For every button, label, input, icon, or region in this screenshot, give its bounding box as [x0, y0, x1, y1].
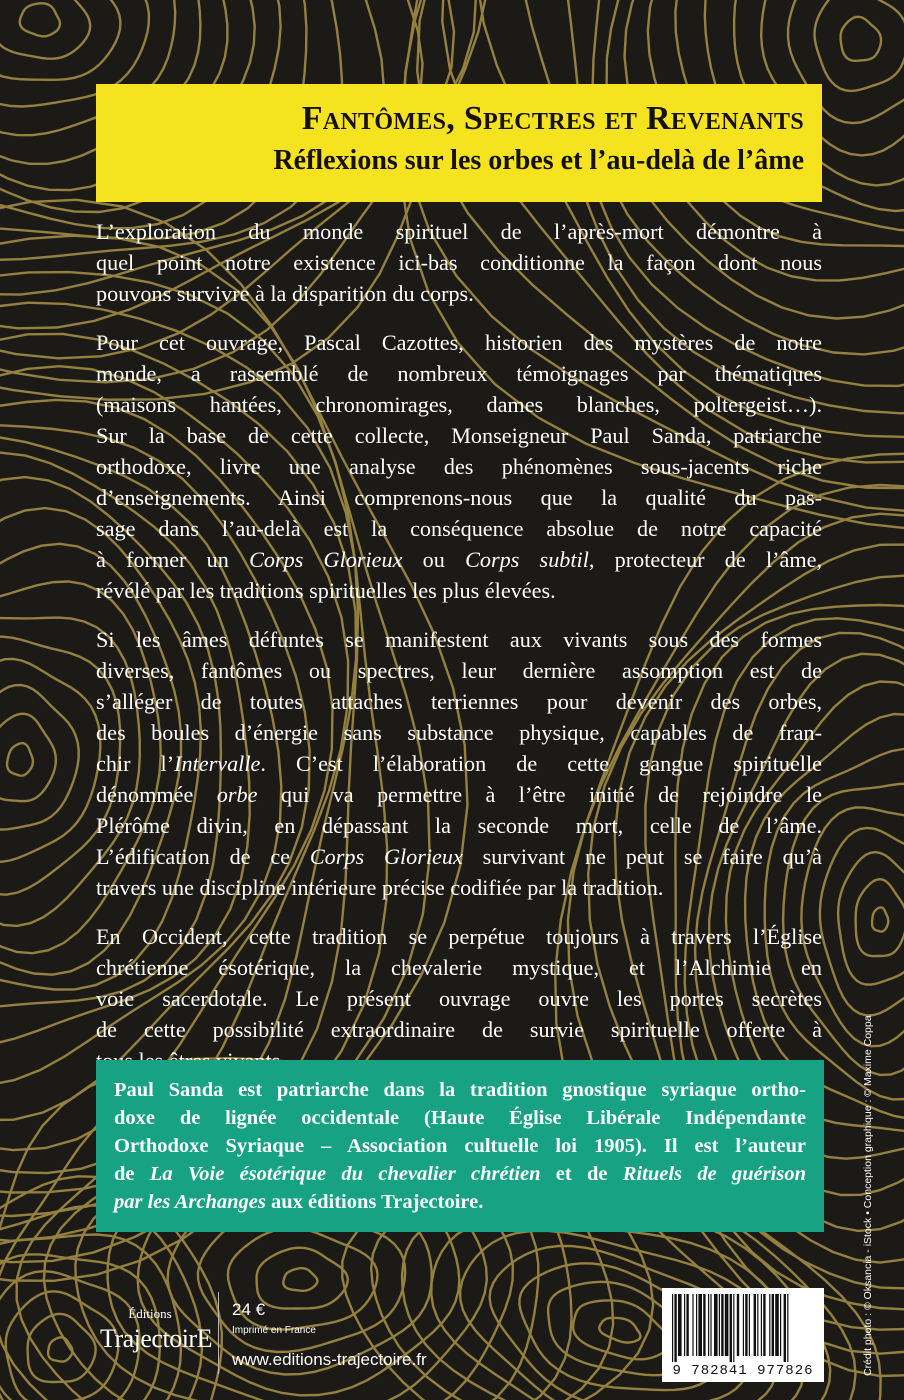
ring	[257, 1248, 348, 1309]
text-run: quel point notre existence ici-bas conditionne la façon dont nous	[96, 250, 822, 275]
text-line	[96, 872, 822, 903]
text-line	[96, 983, 822, 1014]
isbn-digits: 9 782841 977826	[672, 1363, 814, 1379]
text-run: En Occident, cette tradition se perpétue toujours à travers l’Église	[96, 924, 822, 949]
text-line	[96, 216, 822, 247]
text-run: doxe de lignée occidentale (Haute Église Libérale Indépendante	[114, 1107, 806, 1129]
barcode-bar	[708, 1294, 709, 1356]
italic-text: La Voie ésotérique du chevalier chrétien	[149, 1163, 541, 1185]
text-run: Plérôme divin, en dépassant la seconde mort, celle de l’âme.	[96, 813, 822, 838]
barcode-bar	[725, 1294, 729, 1356]
price: 24 €	[232, 1300, 266, 1319]
ring	[283, 1268, 317, 1291]
text-line	[114, 1188, 806, 1216]
text-run: chrétienne ésotérique, la chevalerie mystique, et l’Alchimie en	[96, 955, 822, 980]
ring	[0, 0, 120, 80]
text-line	[96, 358, 822, 389]
text-run: travers une discipline intérieure précise codifiée par la tradition.	[96, 875, 664, 900]
text-run: aux éditions Trajectoire.	[265, 1191, 484, 1213]
text-run: et de	[540, 1163, 623, 1185]
text-line	[114, 1132, 806, 1160]
barcode-bar	[733, 1294, 734, 1362]
barcode-bar	[698, 1294, 702, 1356]
text-run: à former un	[96, 547, 250, 572]
ring	[841, 17, 881, 61]
barcode-bar	[772, 1294, 774, 1356]
barcode-bar	[696, 1294, 697, 1356]
blurb-text	[96, 216, 822, 1094]
barcode-bar	[761, 1294, 762, 1356]
italic-text: Corps Glorieux	[309, 844, 463, 869]
text-run: Orthodoxe Syriaque – Association cultuelle loi 1905). Il est l’auteur	[114, 1135, 806, 1157]
barcode-bar	[684, 1294, 685, 1356]
barcode-bar	[674, 1294, 676, 1362]
barcode-bar	[763, 1294, 765, 1356]
barcode-bar	[749, 1294, 750, 1356]
blurb-paragraph	[96, 327, 822, 606]
book-title: Fantômes, Spectres et Revenants	[301, 100, 804, 137]
ring	[20, 3, 60, 36]
photo-credit: Crédit photo : © Oksancia - iStock • Conception graphique : © Maxime Coppa	[862, 1015, 874, 1376]
text-line	[96, 544, 822, 575]
text-run: révélé par les traditions spirituelles les plus élevées.	[96, 578, 556, 603]
ring	[820, 828, 904, 1016]
text-run: dénommée	[96, 782, 217, 807]
title-band	[96, 84, 822, 202]
italic-text: Corps Glorieux	[249, 547, 403, 572]
text-run: Paul Sanda est patriarche dans la tradition gnostique syriaque ortho-	[114, 1079, 806, 1101]
ring	[0, 659, 100, 862]
text-run: orthodoxe, livre une analyse des phénomènes sous-jacents riche	[96, 454, 822, 479]
text-line	[96, 655, 822, 686]
text-line	[96, 278, 822, 309]
barcode-bar	[775, 1294, 779, 1356]
text-run: des boules d’énergie sans substance physique, capables de fran-	[96, 720, 822, 745]
text-run: monde, a rassemblé de nombreux témoignages par thématiques	[96, 361, 822, 386]
text-run: (maisons hantées, chronomirages, dames blanches, poltergeist…).	[96, 392, 822, 417]
italic-text: Corps subtil	[465, 547, 589, 572]
text-run: Sur la base de cette collecte, Monseigneur Paul Sanda, patriarche	[96, 423, 822, 448]
book-subtitle: Réflexions sur les orbes et l’au-delà de l’âme	[273, 145, 804, 176]
barcode-bar	[719, 1294, 720, 1356]
text-run: de	[114, 1163, 150, 1185]
ring	[7, 743, 33, 776]
publisher-logo	[100, 1300, 212, 1370]
text-run: qui va permettre à l’être initié de rejoindre le	[257, 782, 822, 807]
text-line	[96, 575, 822, 606]
barcode-bar	[692, 1294, 693, 1356]
text-run: Si les âmes défuntes se manifestent aux vivants sous des formes	[96, 627, 822, 652]
barcode-bar	[745, 1294, 747, 1356]
text-run: , protecteur de l’âme,	[588, 547, 823, 572]
text-line	[96, 810, 822, 841]
text-line	[96, 921, 822, 952]
text-line	[96, 247, 822, 278]
text-run: . C’est l’élaboration de cette gangue spirituelle	[260, 751, 822, 776]
text-run: s’alléger de toutes attaches terriennes pour devenir des orbes,	[96, 689, 822, 714]
barcode-bar	[686, 1294, 688, 1356]
barcode-bar	[780, 1294, 781, 1356]
ring	[0, 685, 79, 829]
author-bio	[96, 1060, 824, 1232]
text-run: Pour cet ouvrage, Pascal Cazottes, historien des mystères de notre	[96, 330, 822, 355]
text-run: voie sacerdotale. Le présent ouvrage ouvre les portes secrètes	[96, 986, 822, 1011]
barcode-bar	[703, 1294, 705, 1356]
text-run: diverses, fantômes ou spectres, leur dernière assomption est de	[96, 658, 822, 683]
text-run: survivant ne peut se faire qu’à	[462, 844, 823, 869]
ring	[872, 907, 888, 931]
logo-wordmark: TrajectoirE	[100, 1324, 212, 1353]
text-line	[96, 841, 822, 872]
publisher-website: www.editions-trajectoire.fr	[232, 1350, 427, 1369]
barcode-bar	[721, 1294, 723, 1356]
italic-text: Intervalle	[174, 751, 261, 776]
ring	[573, 1300, 670, 1359]
text-line	[114, 1104, 806, 1132]
barcode-bar	[678, 1294, 682, 1356]
text-line	[96, 624, 822, 655]
barcode-bar	[714, 1294, 718, 1356]
blurb-paragraph	[96, 624, 822, 903]
text-line	[114, 1076, 806, 1104]
text-run: d’enseignements. Ainsi comprenons-nous que la qualité du pas-	[96, 485, 822, 510]
barcode-bar	[754, 1294, 756, 1356]
barcode-bar	[743, 1294, 744, 1356]
text-line	[114, 1160, 806, 1188]
barcode-bar	[787, 1294, 788, 1362]
italic-text: Rituels de guérison	[622, 1163, 807, 1185]
blurb-paragraph	[96, 216, 822, 309]
barcode-bar	[784, 1294, 786, 1362]
text-line	[96, 1014, 822, 1045]
barcode-bar	[769, 1294, 770, 1356]
ring	[48, 1337, 72, 1361]
text-run: sage dans l’au-delà est la conséquence absolue de notre capacité	[96, 516, 822, 541]
barcode-bar	[737, 1294, 739, 1356]
barcode-bar	[672, 1294, 673, 1362]
text-run: ou	[402, 547, 466, 572]
ring	[856, 879, 904, 956]
text-line	[96, 451, 822, 482]
text-line	[96, 717, 822, 748]
text-line	[96, 686, 822, 717]
text-run: chir l’	[96, 751, 175, 776]
italic-text: orbe	[216, 782, 258, 807]
barcode-bar	[710, 1294, 711, 1356]
ring	[838, 852, 904, 985]
text-line	[96, 513, 822, 544]
text-line	[96, 327, 822, 358]
text-line	[96, 482, 822, 513]
text-line	[96, 389, 822, 420]
ring	[815, 0, 904, 91]
text-run: L’édification de ce	[96, 844, 310, 869]
printed-in: Imprimé en France	[232, 1325, 316, 1336]
isbn-barcode	[662, 1288, 824, 1382]
divider	[218, 1292, 219, 1374]
blurb-paragraph	[96, 921, 822, 1076]
text-run: de cette possibilité extraordinaire de survie spirituelle offerte à	[96, 1017, 822, 1042]
ring	[0, 0, 90, 59]
barcode-bar	[757, 1294, 758, 1356]
ring	[599, 1318, 640, 1343]
text-line	[96, 420, 822, 451]
text-run: L’exploration du monde spirituel de l’après-mort démontre à	[96, 219, 822, 244]
text-run: pouvons survivre à la disparition du corps.	[96, 281, 474, 306]
barcode-bars	[670, 1294, 816, 1362]
barcode-bar	[730, 1294, 732, 1362]
italic-text: par les Archanges	[114, 1191, 266, 1213]
text-line	[96, 779, 822, 810]
logo-editions-label: Éditions	[128, 1306, 172, 1321]
text-line	[96, 952, 822, 983]
text-line	[96, 748, 822, 779]
